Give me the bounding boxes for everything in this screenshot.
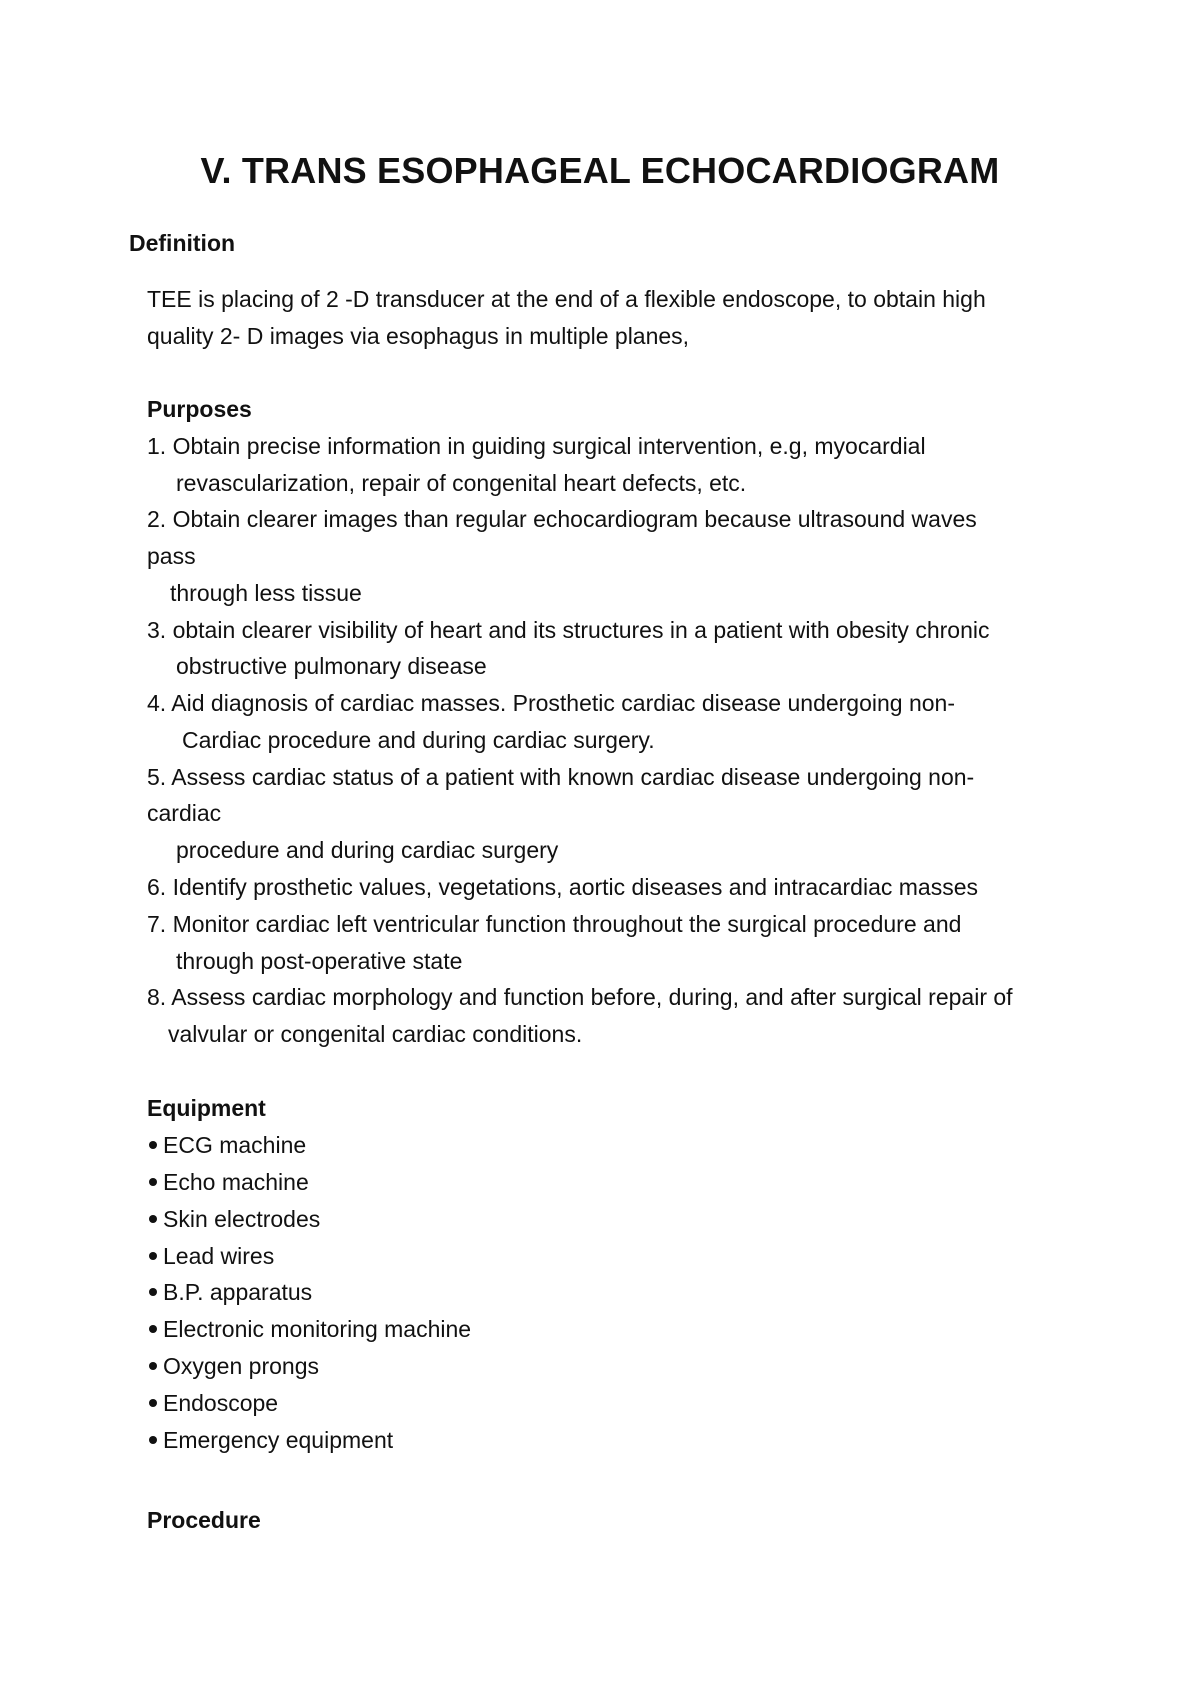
equipment-item-label: Emergency equipment (163, 1427, 394, 1453)
purpose-line: 3. obtain clearer visibility of heart and its structures in a patient with obesity chronic (147, 617, 990, 643)
purpose-line: 6. Identify prosthetic values, vegetations, aortic diseases and intracardiac masses (147, 874, 978, 900)
equipment-item (147, 1314, 471, 1344)
equipment-item-label: Endoscope (163, 1390, 279, 1416)
bullet-icon (149, 1325, 157, 1333)
equipment-item (147, 1277, 312, 1307)
equipment-item-label: Skin electrodes (163, 1206, 321, 1232)
equipment-item (147, 1204, 320, 1234)
purposes-heading: Purposes (147, 396, 252, 422)
equipment-item-label: Electronic monitoring machine (163, 1316, 472, 1342)
purpose-line: 8. Assess cardiac morphology and function before, during, and after surgical repair of (147, 984, 1013, 1010)
equipment-item-label: Oxygen prongs (163, 1353, 319, 1379)
definition-line: quality 2- D images via esophagus in multiple planes, (147, 323, 690, 349)
definition-line: TEE is placing of 2 -D transducer at the end of a flexible endoscope, to obtain high (147, 286, 986, 312)
purpose-line: procedure and during cardiac surgery (176, 837, 559, 863)
equipment-heading: Equipment (147, 1095, 266, 1121)
page-title: V. TRANS ESOPHAGEAL ECHOCARDIOGRAM (200, 150, 1000, 191)
purpose-line: obstructive pulmonary disease (176, 653, 487, 679)
equipment-item (147, 1241, 274, 1271)
bullet-icon (149, 1399, 157, 1407)
purpose-line: cardiac (147, 800, 222, 826)
bullet-icon (149, 1178, 157, 1186)
equipment-item (147, 1130, 306, 1160)
equipment-item (147, 1167, 309, 1197)
purpose-line: 2. Obtain clearer images than regular echocardiogram because ultrasound waves (147, 506, 977, 532)
procedure-heading: Procedure (147, 1507, 261, 1533)
equipment-item-label: B.P. apparatus (163, 1279, 313, 1305)
equipment-item (147, 1425, 393, 1455)
equipment-item-label: Echo machine (163, 1169, 309, 1195)
purpose-line: 1. Obtain precise information in guiding surgical intervention, e.g, myocardial (147, 433, 926, 459)
definition-heading: Definition (129, 230, 236, 256)
purpose-line: pass (147, 543, 196, 569)
purpose-line: 7. Monitor cardiac left ventricular function throughout the surgical procedure and (147, 911, 962, 937)
equipment-item (147, 1388, 278, 1418)
purpose-line: valvular or congenital cardiac conditions. (168, 1021, 583, 1047)
bullet-icon (149, 1436, 157, 1444)
purpose-line: Cardiac procedure and during cardiac surgery. (182, 727, 655, 753)
purpose-line: through post-operative state (176, 948, 463, 974)
equipment-item-label: Lead wires (163, 1243, 275, 1269)
purpose-line: through less tissue (170, 580, 362, 606)
equipment-item-label: ECG machine (163, 1132, 307, 1158)
purpose-line: 5. Assess cardiac status of a patient with known cardiac disease undergoing non- (147, 764, 975, 790)
purpose-line: revascularization, repair of congenital heart defects, etc. (176, 470, 747, 496)
bullet-icon (149, 1141, 157, 1149)
purpose-line: 4. Aid diagnosis of cardiac masses. Prosthetic cardiac disease undergoing non- (147, 690, 956, 716)
bullet-icon (149, 1215, 157, 1223)
equipment-item (147, 1351, 319, 1381)
bullet-icon (149, 1362, 157, 1370)
bullet-icon (149, 1288, 157, 1296)
bullet-icon (149, 1252, 157, 1260)
